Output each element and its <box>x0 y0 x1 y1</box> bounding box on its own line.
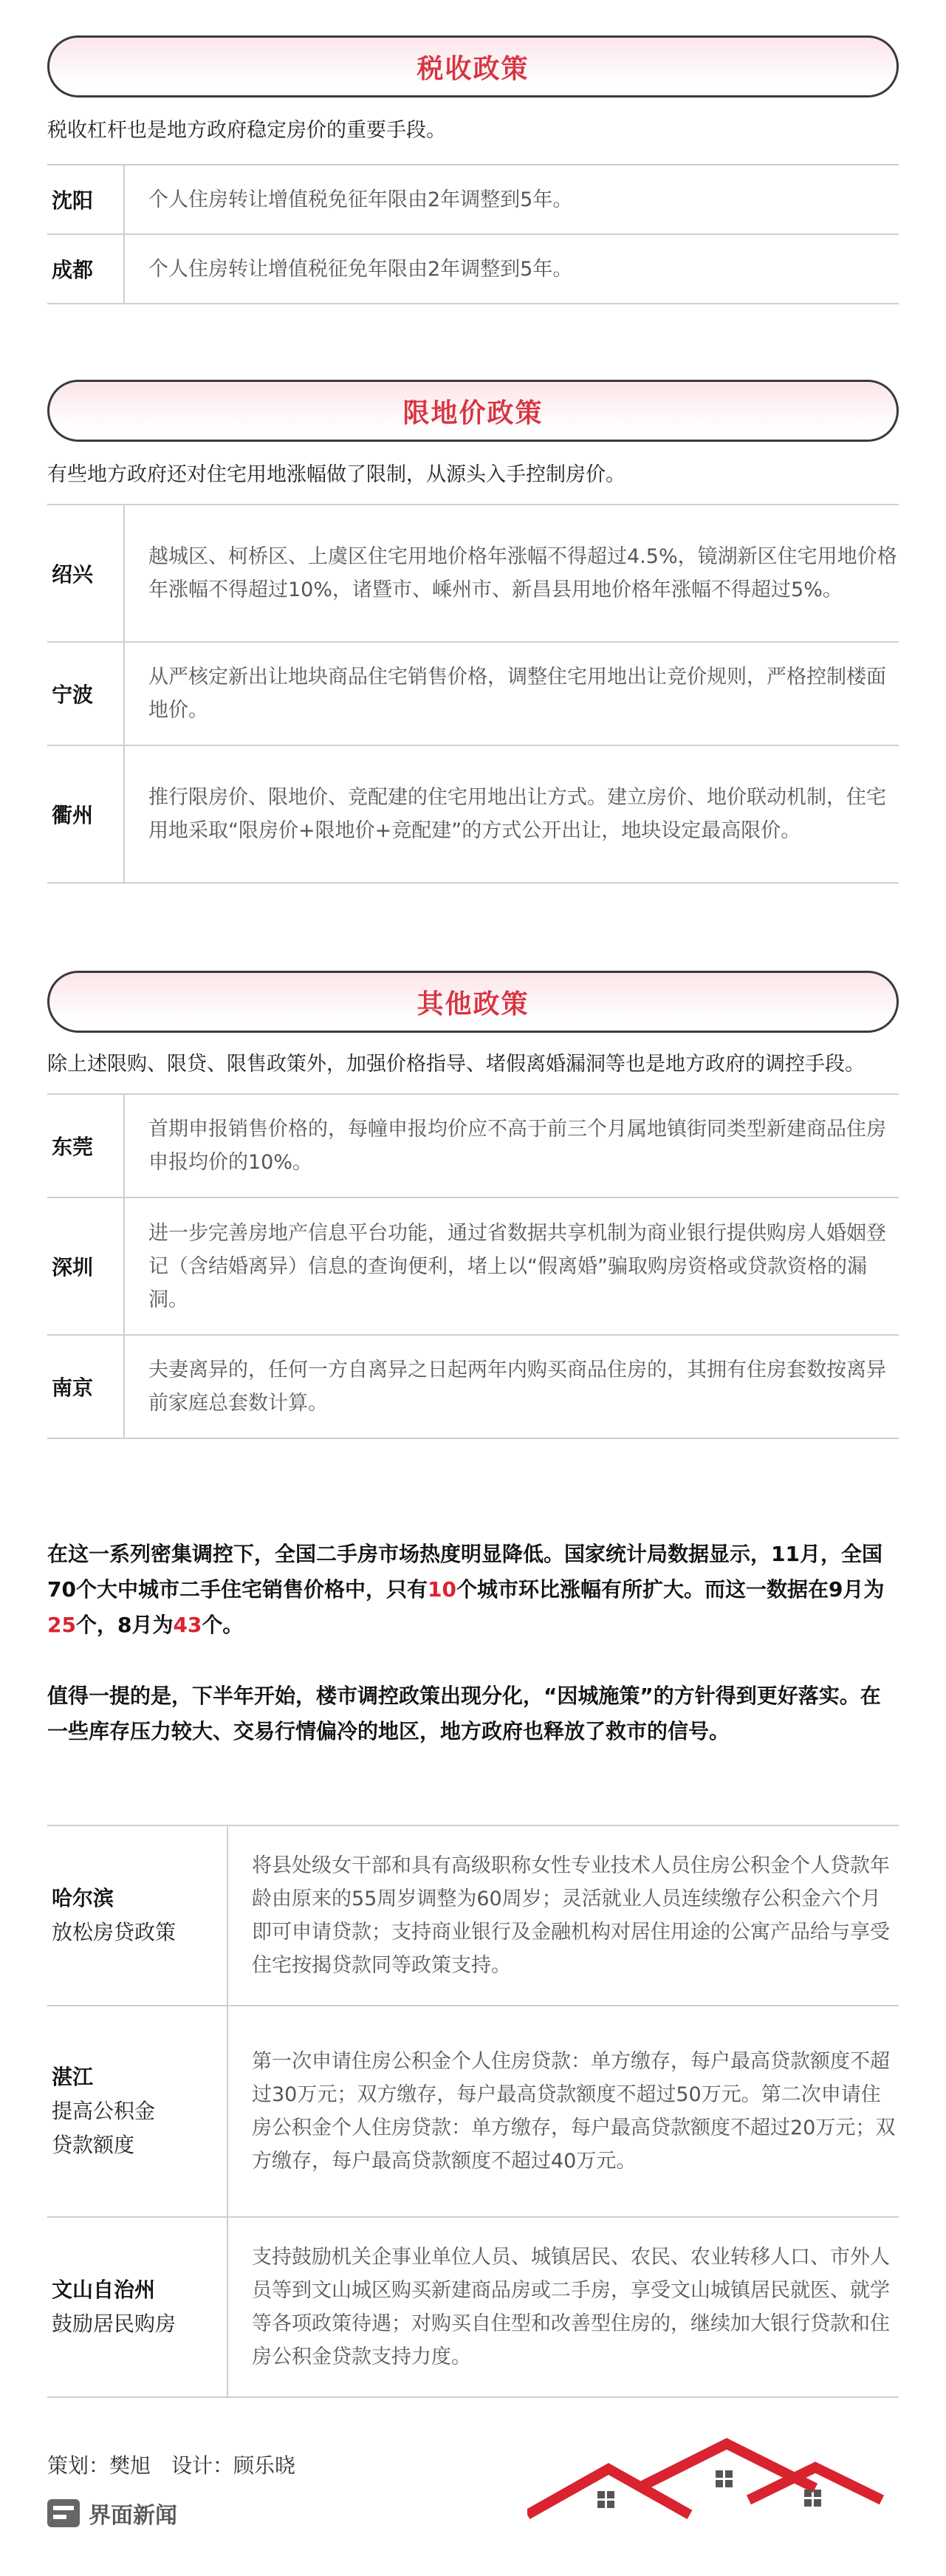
city-name: 东莞 <box>47 1094 124 1198</box>
table-row <box>47 1094 899 1198</box>
policy-desc: 越城区、柯桥区、上虞区住宅用地价格年涨幅不得超过4.5%，镜湖新区住宅用地价格年涨幅不得超过10%，诸暨市、嵊州市、新昌县用地价格年涨幅不得超过5%。 <box>124 505 899 642</box>
city-name: 深圳 <box>47 1198 124 1335</box>
policy-table <box>47 504 899 884</box>
section-title: 其他政策 <box>417 988 529 1019</box>
summary-text: 个，8月为 <box>75 1613 174 1637</box>
trend-paragraph: 值得一提的是，下半年开始，楼市调控政策出现分化，“因城施策”的方针得到更好落实。在一些库存压力较大、交易行情偏冷的地区，地方政府也释放了救市的信号。 <box>47 1684 881 1743</box>
policy-desc: 第一次申请住房公积金个人住房贷款：单方缴存，每户最高贷款额度不超过30万元；双方缴存，每户最高贷款额度不超过50万元。第二次申请住房公积金个人住房贷款：单方缴存，每户最高贷款额度不超过20万元；双方缴存，每户最高贷款额度不超过40万元。 <box>227 2006 899 2217</box>
section-land-price <box>47 380 899 884</box>
table-row <box>47 2217 899 2397</box>
table-row <box>47 234 899 304</box>
policy-name: 提高公积金 贷款额度 <box>52 2099 156 2157</box>
logo-text: 界面新闻 <box>89 2503 177 2529</box>
section-intro: 有些地方政府还对住宅用地涨幅做了限制，从源头入手控制房价。 <box>47 463 625 486</box>
section-title-pill <box>47 35 899 98</box>
rescue-policy-table <box>47 1825 899 2398</box>
house-illustration-icon <box>527 2438 899 2519</box>
policy-desc: 从严核定新出让地块商品住宅销售价格，调整住宅用地出让竞价规则，严格控制楼面地价。 <box>124 642 899 745</box>
table-row <box>47 1335 899 1438</box>
city-name: 哈尔滨 <box>52 1886 114 1910</box>
city-name: 湛江 <box>52 2065 94 2089</box>
news-logo-icon <box>47 2499 80 2527</box>
highlight-number: 25 <box>47 1613 76 1637</box>
credits: 策划：樊旭 设计：顾乐晓 <box>47 2453 296 2478</box>
summary-text: 个。 <box>202 1613 244 1637</box>
policy-desc: 首期申报销售价格的，每幢申报均价应不高于前三个月属地镇街同类型新建商品住房申报均价的10%。 <box>124 1094 899 1198</box>
summary-text: 个城市环比涨幅有所扩大。而这一数据在9月为 <box>456 1577 885 1602</box>
policy-desc: 夫妻离异的，任何一方自离异之日起两年内购买商品住房的，其拥有住房套数按离异前家庭总套数计算。 <box>124 1335 899 1438</box>
policy-desc: 支持鼓励机关企事业单位人员、城镇居民、农民、农业转移人口、市外人员等到文山城区购买新建商品房或二手房，享受文山城镇居民就医、就学等各项政策待遇；对购买自住型和改善型住房的，继续加大银行贷款和住房公积金贷款支持力度。 <box>227 2217 899 2397</box>
policy-table <box>47 164 899 304</box>
city-cell <box>47 2217 227 2397</box>
section-intro: 税收杠杆也是地方政府稳定房价的重要手段。 <box>47 119 446 142</box>
city-name: 文山自治州 <box>52 2278 156 2302</box>
section-tax <box>47 35 899 304</box>
publisher-logo <box>47 2497 177 2529</box>
section-title-pill <box>47 971 899 1033</box>
summary-text: 在这一系列密集调控下，全国二手房市场热度明显降低。国家统计局数据显示，11月，全国70个大中城市二手住宅销售价格中，只有 <box>47 1542 882 1602</box>
city-name: 沈阳 <box>47 165 124 234</box>
city-name: 成都 <box>47 234 124 304</box>
section-title-pill <box>47 380 899 442</box>
section-title: 限地价政策 <box>402 397 544 428</box>
city-name: 宁波 <box>47 642 124 745</box>
policy-desc: 推行限房价、限地价、竞配建的住宅用地出让方式。建立房价、地价联动机制，住宅用地采取“限房价+限地价+竞配建”的方式公开出让，地块设定最高限价。 <box>124 745 899 883</box>
table-row <box>47 505 899 642</box>
policy-desc: 个人住房转让增值税免征年限由2年调整到5年。 <box>124 165 899 234</box>
table-row <box>47 2006 899 2217</box>
summary-paragraph <box>47 1537 899 1643</box>
policy-desc: 个人住房转让增值税征免年限由2年调整到5年。 <box>124 234 899 304</box>
policy-name: 放松房贷政策 <box>52 1920 176 1944</box>
highlight-number: 10 <box>427 1577 456 1602</box>
section-intro: 除上述限购、限贷、限售政策外，加强价格指导、堵假离婚漏洞等也是地方政府的调控手段。 <box>47 1053 865 1076</box>
city-cell <box>47 1825 227 2006</box>
section-title: 税收政策 <box>417 53 529 84</box>
table-row <box>47 642 899 745</box>
policy-desc: 将县处级女干部和具有高级职称女性专业技术人员住房公积金个人贷款年龄由原来的55周岁调整为60周岁；灵活就业人员连续缴存公积金六个月即可申请贷款；支持商业银行及金融机构对居住用途的公寓产品给与享受住宅按揭贷款同等政策支持。 <box>227 1825 899 2006</box>
table-row <box>47 1825 899 2006</box>
table-row <box>47 1198 899 1335</box>
policy-desc: 进一步完善房地产信息平台功能，通过省数据共享机制为商业银行提供购房人婚姻登记（含结婚离异）信息的查询便利，堵上以“假离婚”骗取购房资格或贷款资格的漏洞。 <box>124 1198 899 1335</box>
policy-table <box>47 1093 899 1439</box>
city-cell <box>47 2006 227 2217</box>
section-other <box>47 971 899 1439</box>
highlight-number: 43 <box>173 1613 202 1637</box>
table-row <box>47 745 899 883</box>
table-row <box>47 165 899 234</box>
city-name: 衢州 <box>47 745 124 883</box>
city-name: 南京 <box>47 1335 124 1438</box>
city-name: 绍兴 <box>47 505 124 642</box>
policy-name: 鼓励居民购房 <box>52 2312 176 2336</box>
